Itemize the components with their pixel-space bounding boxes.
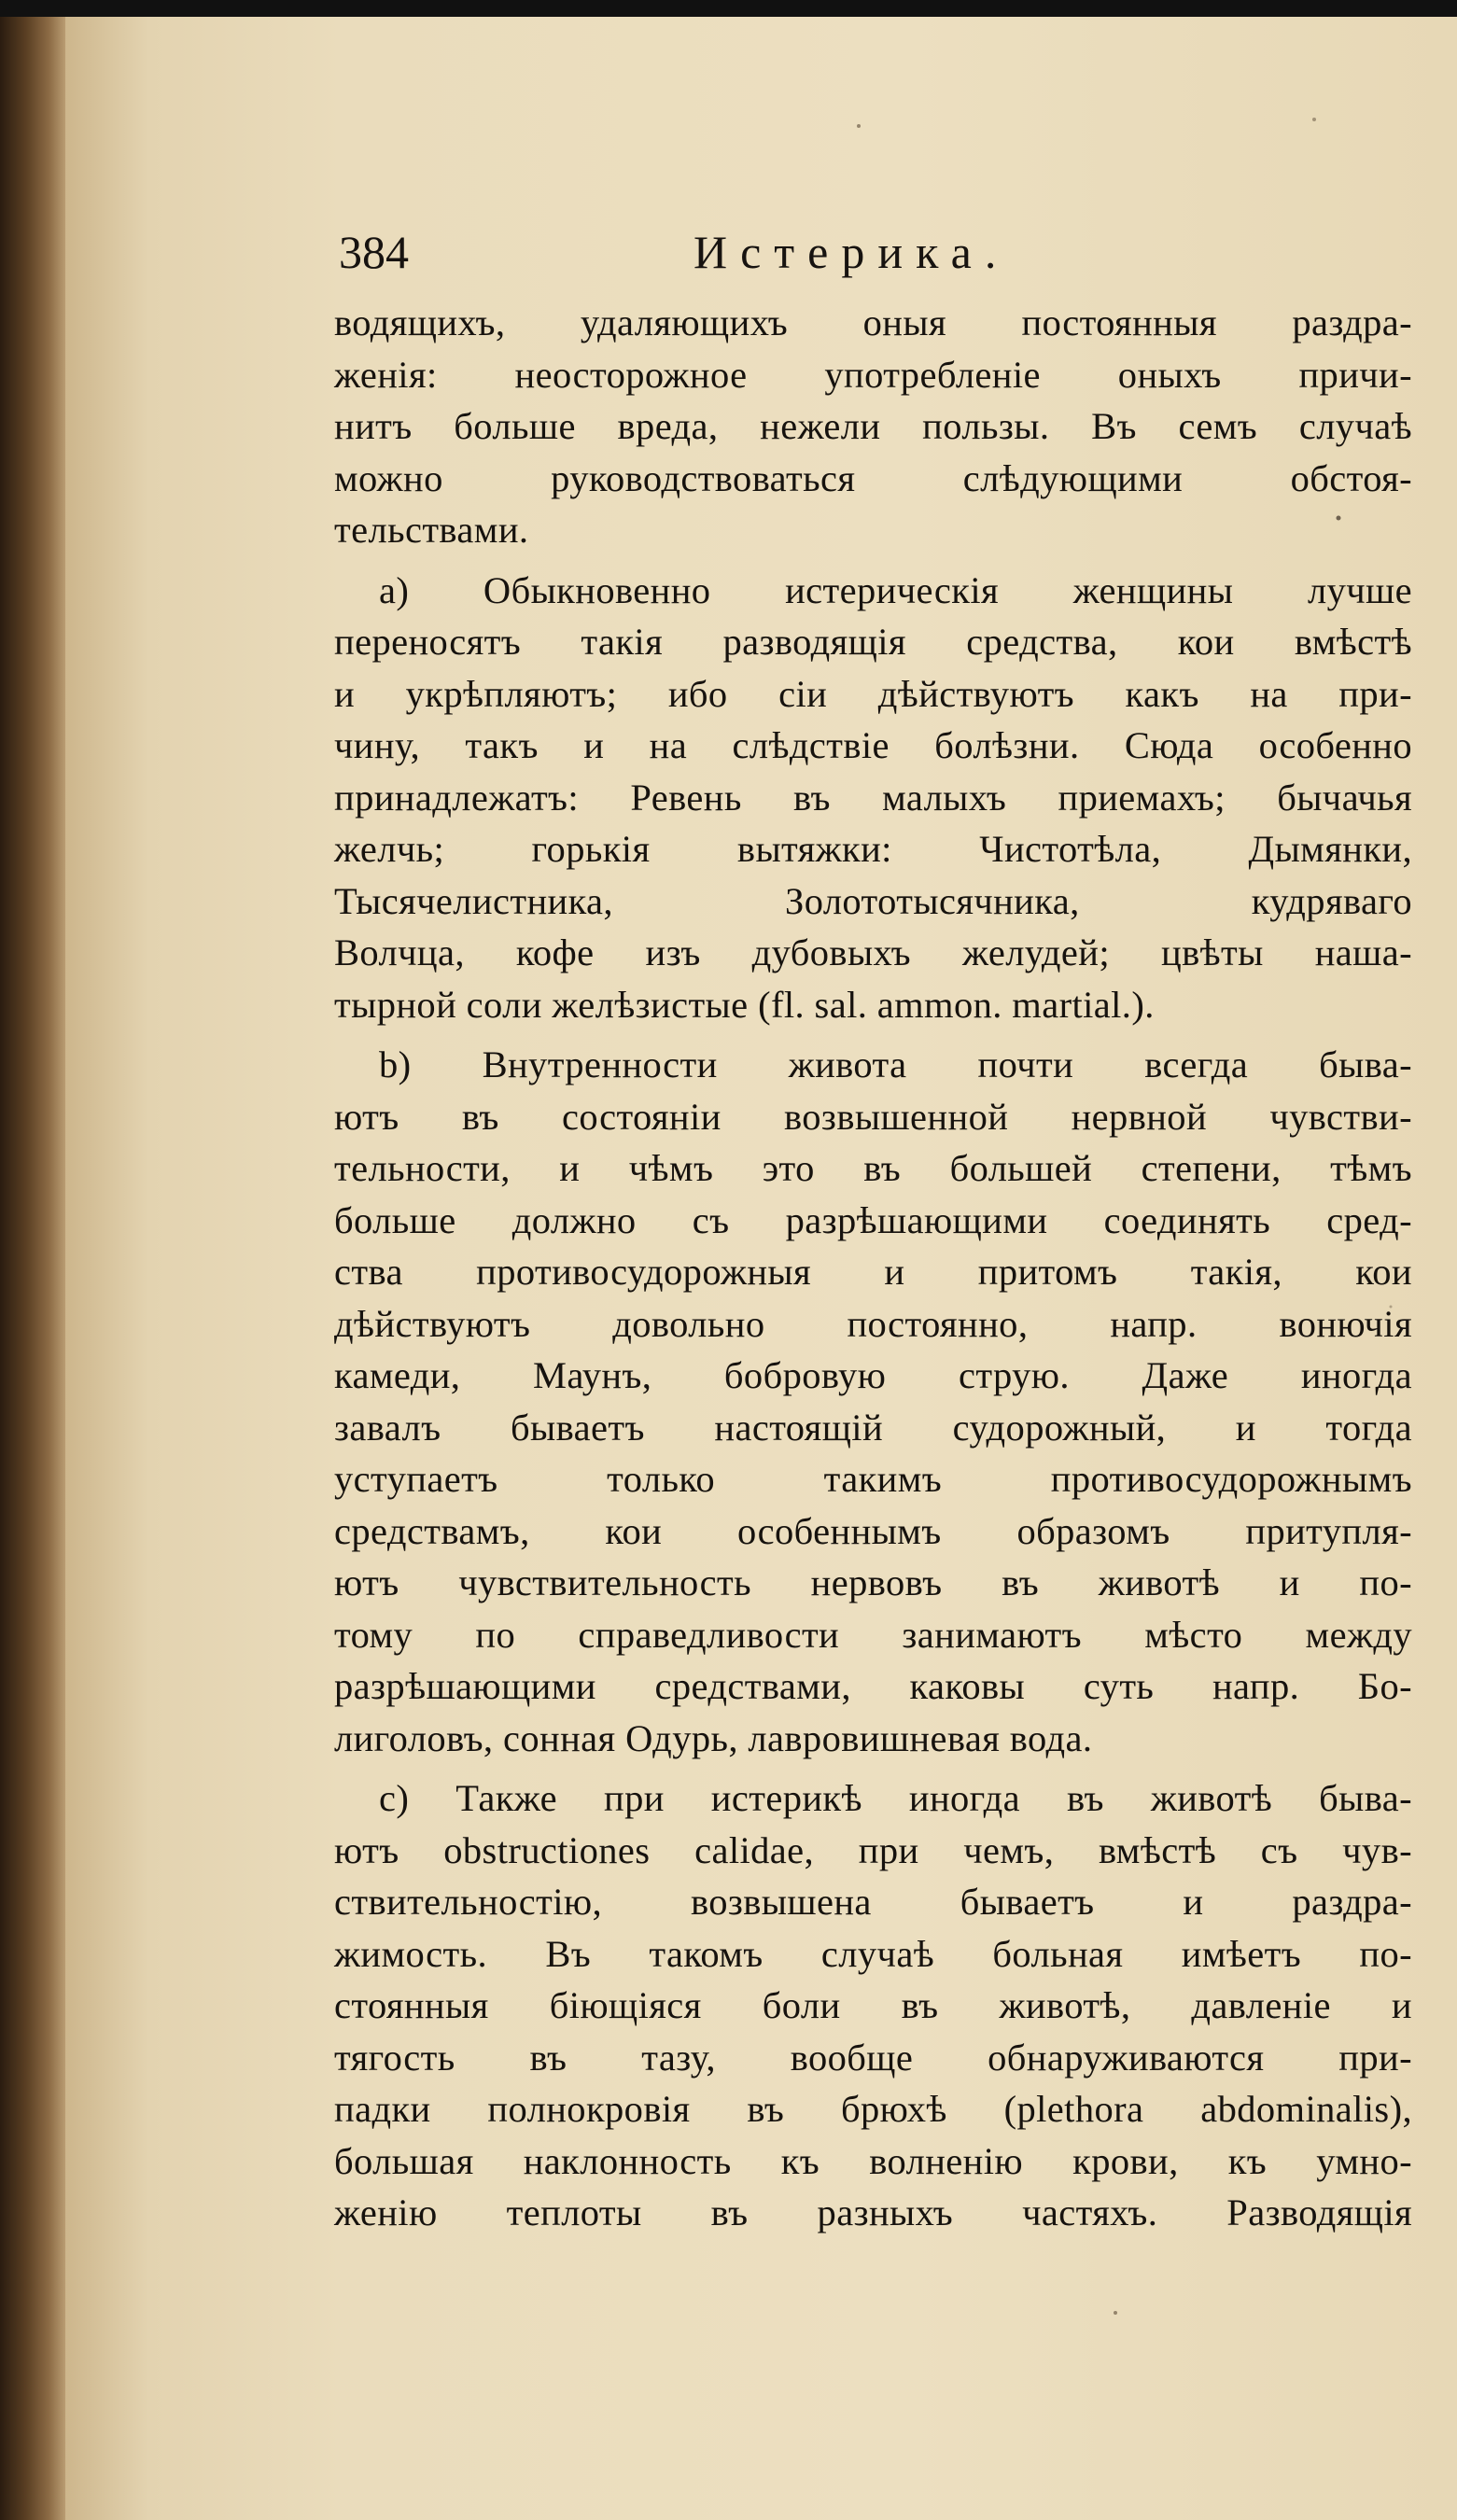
text-line: Волчца, кофе изъ дубовыхъ желудей; цвѣты наша- <box>334 931 1412 973</box>
text-line: жимость. Въ такомъ случаѣ больная имѣетъ по- <box>334 1932 1412 1975</box>
text-line: водящихъ, удаляющихъ оныя постоянныя раздра- <box>334 301 1412 343</box>
text-line: с) Также при истерикѣ иногда въ животѣ быва- <box>379 1777 1412 1819</box>
running-head-title: Истерика. <box>693 226 1010 278</box>
text-line: b) Внутренности живота почти всегда быва- <box>379 1043 1412 1085</box>
text-line: ютъ obstructiones calidae, при чемъ, вмѣстѣ съ чув- <box>334 1828 1412 1871</box>
text-line: тягость въ тазу, вообще обнаруживаются при- <box>334 2036 1412 2079</box>
text-line: тельствами. <box>334 509 529 551</box>
text-line: средствамъ, кои особеннымъ образомъ притупля- <box>334 1509 1412 1552</box>
text-line: женія: неосторожное употребленіе оныхъ причи- <box>334 353 1412 396</box>
text-line: больше должно съ разрѣшающими соединять сред- <box>334 1198 1412 1241</box>
text-line: можно руководствоваться слѣдующими обстоя- <box>334 456 1412 499</box>
text-line: ютъ въ состояніи возвышенной нервной чувстви- <box>334 1095 1412 1138</box>
text-line: разрѣшающими средствами, каковы суть напр. Бо- <box>334 1665 1412 1707</box>
text-line: желчь; горькія вытяжки: Чистотѣла, Дымянки, <box>334 828 1412 870</box>
text-line: Тысячелистника, Золототысячника, кудряваго <box>334 879 1412 922</box>
text-line: чину, такъ и на слѣдствіе болѣзни. Сюда особенно <box>334 724 1412 766</box>
running-head <box>339 219 1412 285</box>
text-line: дѣйствуютъ довольно постоянно, напр. вонючія <box>334 1302 1412 1345</box>
scan-top-edge <box>0 0 1457 17</box>
text-line: принадлежатъ: Ревень въ малыхъ приемахъ; бычачья <box>334 776 1412 819</box>
text-line: лиголовъ, сонная Одурь, лавровишневая вода. <box>334 1716 1093 1759</box>
body-text <box>334 297 1412 2239</box>
text-line: завалъ бываетъ настоящій судорожный, и тогда <box>334 1406 1412 1449</box>
text-line: ютъ чувствительность нервовъ въ животѣ и по- <box>334 1561 1412 1603</box>
text-line: ства противосудорожныя и притомъ такія, кои <box>334 1251 1412 1293</box>
text-line: нитъ больше вреда, нежели пользы. Въ семъ случаѣ <box>334 405 1412 447</box>
text-line: падки полнокровія въ брюхѣ (plethora abdominalis), <box>334 2088 1412 2130</box>
text-line: женію теплоты въ разныхъ частяхъ. Разводящія <box>334 2191 1412 2233</box>
text-line: и укрѣпляютъ; ибо сіи дѣйствуютъ какъ на при- <box>334 672 1412 715</box>
text-line: стоянныя біющіяся боли въ животѣ, давленіе и <box>334 1984 1412 2026</box>
page-number: 384 <box>339 226 409 278</box>
text-line: тырной соли желѣзистые (fl. sal. ammon. martial.). <box>334 983 1155 1026</box>
text-line: переносятъ такія разводящія средства, кои вмѣстѣ <box>334 621 1412 663</box>
paragraph-a <box>334 565 1412 1031</box>
paragraph-b <box>334 1039 1412 1764</box>
text-line: тому по справедливости занимаютъ мѣсто между <box>334 1613 1412 1656</box>
text-line: ствительностію, возвышена бываетъ и раздра- <box>334 1881 1412 1923</box>
paragraph <box>334 297 1412 556</box>
text-line: а) Обыкновенно истерическія женщины лучше <box>379 568 1412 611</box>
paragraph-c <box>334 1772 1412 2239</box>
text-line: уступаетъ только такимъ противосудорожнымъ <box>334 1458 1412 1500</box>
book-spine-shadow <box>0 17 65 2520</box>
text-line: тельности, и чѣмъ это въ большей степени, тѣмъ <box>334 1147 1412 1189</box>
text-line: камеди, Маунъ, бобровую струю. Даже иногда <box>334 1354 1412 1396</box>
text-line: большая наклонность къ волненію крови, къ умно- <box>334 2139 1412 2182</box>
